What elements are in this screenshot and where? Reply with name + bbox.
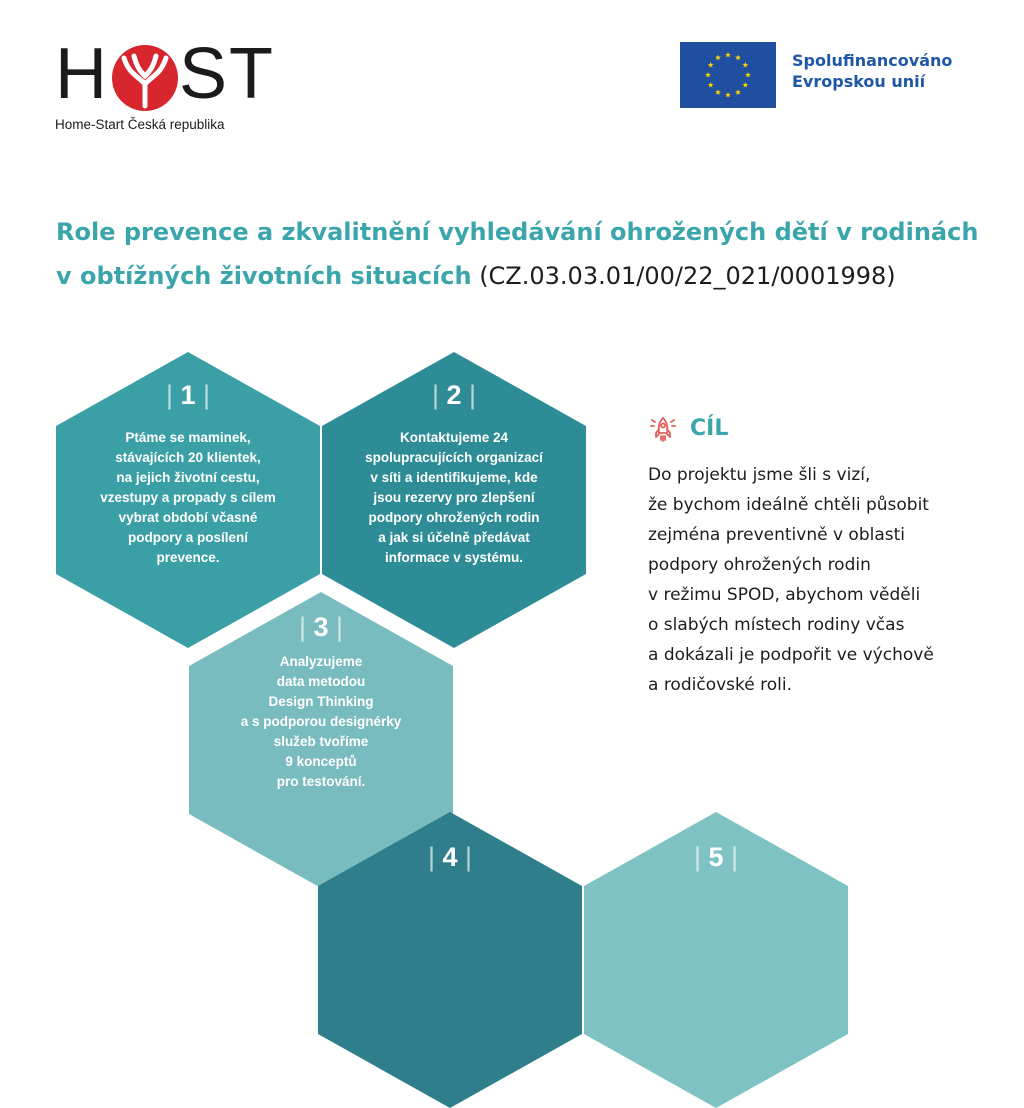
title-line2-bold: v obtížných životních situacích [56,262,472,290]
goal-text-line: o slabých místech rodiny včas [648,615,905,635]
eu-flag-icon [680,42,776,108]
project-title [56,210,996,298]
goal-text-line: a dokázali je podpořit ve výchově [648,645,934,665]
step-number-1: | 1 | [165,380,211,410]
project-code: (CZ.03.03.01/00/22_021/0001998) [479,262,896,290]
eu-text-line2: Evropskou unií [792,72,926,91]
step-text-line: v síti a identifikujeme, kde [370,470,538,485]
step-text-line: služeb tvoříme [273,734,369,749]
step-text-line: na jejich životní cestu, [116,470,260,485]
step-number-2: | 2 | [431,380,477,410]
step-hexagon-5 [584,812,848,1108]
step-text-line: Kontaktujeme 24 [399,430,509,445]
step-text-1 [56,428,320,568]
step-text-line: podpory ohrožených rodin [368,510,540,525]
goal-text-line: podpory ohrožených rodin [648,555,871,575]
step-text-line: 9 konceptů [285,754,357,769]
step-text-line: Analyzujeme [279,654,363,669]
title-line1: Role prevence a zkvalitnění vyhledávání ohrožených dětí v rodinách [56,218,979,246]
logo-subtitle: Home-Start Česká republika [55,117,225,132]
step-text-line: Ptáme se maminek, [125,430,251,445]
step-text-line: vybrat období včasné [118,510,258,525]
step-number-4: | 4 | [427,842,473,872]
step-text-2 [322,428,586,568]
step-text-line: informace v systému. [384,550,524,565]
eu-cofinancing-label [792,50,952,92]
step-number-5: | 5 | [693,842,739,872]
step-text-3 [189,652,453,792]
step-text-line: a s podporou designérky [240,714,402,729]
goal-description [648,460,1008,700]
step-text-line: podpory a posílení [127,530,248,545]
title-line2 [56,254,996,298]
step-text-line: jsou rezervy pro zlepšení [373,490,535,505]
step-text-line: prevence. [156,550,220,565]
goal-text-line: v režimu SPOD, abychom věděli [648,585,921,605]
step-text-line: vzestupy a propady s cílem [100,490,276,505]
goal-text-line: a rodičovské roli. [648,675,792,695]
step-text-line: pro testování. [276,774,366,789]
step-text-line: data metodou [276,674,366,689]
eu-text-line1: Spolufinancováno [792,51,953,70]
step-text-line: stávajících 20 klientek, [115,450,261,465]
step-text-line: spolupracujících organizací [365,450,543,465]
step-text-line: Design Thinking [268,694,374,709]
home-start-logo [55,34,295,138]
goal-heading: CÍL [690,416,729,441]
goal-text-line: zejména preventivně v oblasti [648,525,906,545]
step-number-3: | 3 | [298,612,344,642]
step-hexagon-4 [318,812,582,1108]
logo-letter-h: H [55,34,109,114]
logo-letters-st: ST [179,34,276,114]
goal-text-line: Do projektu jsme šli s vizí, [648,465,871,485]
goal-text-line: že bychom ideálně chtěli působit [648,495,929,515]
rocket-icon [648,414,678,444]
step-text-line: a jak si účelně předávat [378,530,530,545]
home-start-emblem-icon [111,44,179,112]
